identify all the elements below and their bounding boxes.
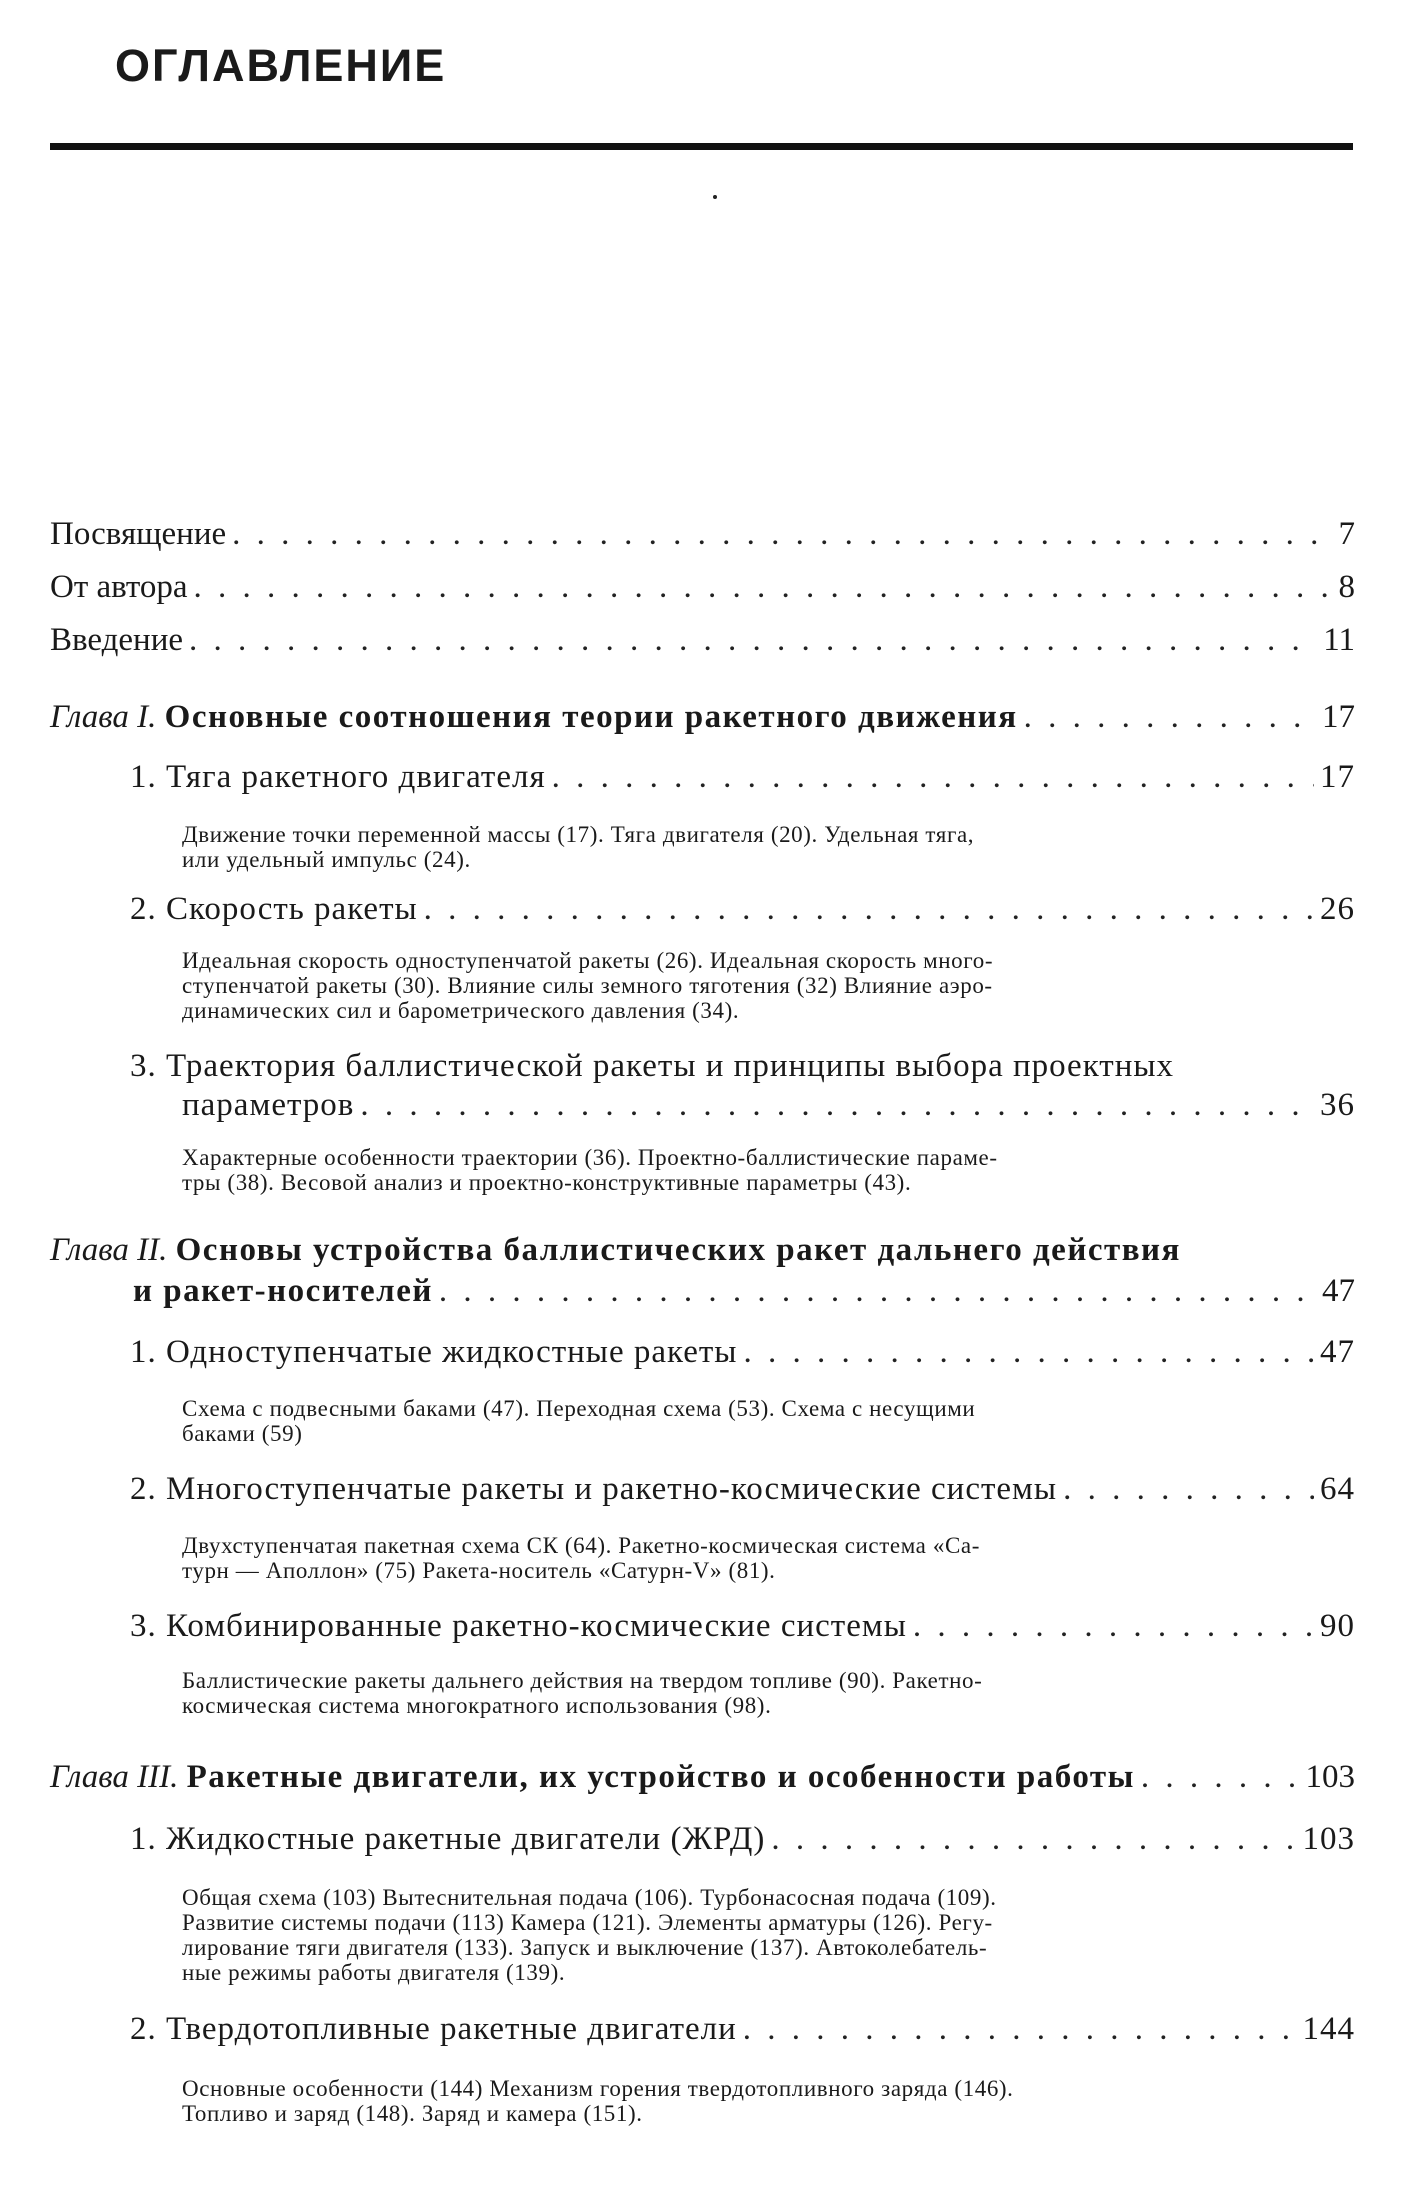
toc-section-2-1[interactable] (130, 1333, 1355, 1371)
chapter-label: Глава I. (50, 699, 157, 735)
section-title: Тяга ракетного двигателя (166, 759, 546, 795)
section-number: 1. (130, 759, 157, 795)
toc-chapter-3[interactable] (50, 1758, 1355, 1796)
dot-leader (1063, 1470, 1314, 1508)
summary-line: Баллистические ракеты дальнего действия на твердом топливе (90). Ракетно- (182, 1668, 983, 1693)
dot-leader (424, 890, 1314, 928)
section-title: Твердотопливные ракетные двигатели (166, 2011, 737, 2047)
dot-leader (439, 1272, 1316, 1310)
summary-line: ные режимы работы двигателя (139). (182, 1960, 566, 1985)
toc-section-2-2[interactable] (130, 1470, 1355, 1508)
summary-line: Топливо и заряд (148). Заряд и камера (151). (182, 2101, 643, 2126)
section-number: 3. (130, 1048, 157, 1084)
dot-leader (552, 758, 1314, 796)
summary-line: Развитие системы подачи (113) Камера (121). Элементы арматуры (126). Регу- (182, 1910, 993, 1935)
toc-section-1-2[interactable] (130, 890, 1355, 928)
section-title: Скорость ракеты (166, 891, 418, 927)
section-title-cont: параметров (182, 1087, 355, 1123)
toc-entry-page: 90 (1320, 1608, 1355, 1644)
dot-leader (232, 515, 1332, 553)
section-title: Многоступенчатые ракеты и ракетно-космические системы (166, 1471, 1058, 1507)
toc-chapter-2[interactable] (50, 1230, 1355, 1270)
section-summary (182, 822, 1297, 872)
toc-entry-page: 103 (1305, 1759, 1355, 1795)
section-summary (182, 1668, 1297, 1718)
toc-entry-page: 103 (1302, 1821, 1355, 1857)
section-number: 2. (130, 1471, 157, 1507)
summary-line: космическая система многократного использования (98). (182, 1693, 772, 1718)
speck (713, 195, 717, 199)
section-summary (182, 948, 1297, 1023)
toc-entry-page: 8 (1338, 569, 1355, 605)
summary-line: Идеальная скорость одноступенчатой ракеты (26). Идеальная скорость много- (182, 948, 994, 973)
summary-line: тры (38). Весовой анализ и проектно-конструктивные параметры (43). (182, 1170, 912, 1195)
toc-section-2-3[interactable] (130, 1607, 1355, 1645)
page-title: ОГЛАВЛЕНИЕ (115, 40, 447, 91)
section-number: 3. (130, 1608, 157, 1644)
section-number: 1. (130, 1334, 157, 1370)
section-title: Жидкостные ракетные двигатели (ЖРД) (166, 1821, 766, 1857)
section-summary (182, 1145, 1297, 1195)
toc-section-3-1[interactable] (130, 1820, 1355, 1858)
dot-leader (743, 2010, 1297, 2048)
chapter-title: Ракетные двигатели, их устройство и особенности работы (186, 1759, 1135, 1795)
summary-line: Характерные особенности траектории (36). Проектно-баллистические параме- (182, 1145, 998, 1170)
summary-line: турн — Аполлон» (75) Ракета-носитель «Сатурн-V» (81). (182, 1558, 776, 1583)
dot-leader (913, 1607, 1314, 1645)
toc-entry-page: 144 (1302, 2011, 1355, 2047)
chapter-title: Основы устройства баллистических ракет дальнего действия (175, 1232, 1181, 1268)
dot-leader (743, 1333, 1314, 1371)
toc-section-1-1[interactable] (130, 758, 1355, 796)
section-number: 1. (130, 1821, 157, 1857)
toc-entry-page: 26 (1320, 891, 1355, 927)
dot-leader (1141, 1758, 1300, 1796)
toc-entry-page: 47 (1322, 1273, 1355, 1309)
toc-entry-title: Введение (50, 622, 184, 658)
toc-section-1-3-cont[interactable] (182, 1086, 1355, 1124)
summary-line: динамических сил и барометрического давления (34). (182, 998, 740, 1023)
toc-entry-title: От автора (50, 569, 188, 605)
summary-line: или удельный импульс (24). (182, 847, 471, 872)
section-title: Одноступенчатые жидкостные ракеты (166, 1334, 738, 1370)
toc-entry-page: 17 (1322, 699, 1355, 735)
toc-entry-from-author[interactable] (50, 568, 1355, 606)
toc-entry-page: 17 (1320, 759, 1355, 795)
section-title: Комбинированные ракетно-космические системы (166, 1608, 907, 1644)
toc-entry-dedication[interactable] (50, 515, 1355, 553)
toc-section-3-2[interactable] (130, 2010, 1355, 2048)
summary-line: баками (59) (182, 1421, 303, 1446)
chapter-title: Основные соотношения теории ракетного движения (164, 699, 1018, 735)
toc-entry-page: 36 (1320, 1087, 1355, 1123)
section-summary (182, 1396, 1297, 1446)
summary-line: Движение точки переменной массы (17). Тяга двигателя (20). Удельная тяга, (182, 822, 975, 847)
toc-entry-page: 11 (1323, 622, 1355, 658)
chapter-label: Глава III. (50, 1759, 179, 1795)
summary-line: ступенчатой ракеты (30). Влияние силы земного тяготения (32) Влияние аэро- (182, 973, 993, 998)
toc-entry-title: Посвящение (50, 516, 227, 552)
chapter-label: Глава II. (50, 1232, 168, 1268)
toc-entry-page: 7 (1338, 516, 1355, 552)
toc-entry-introduction[interactable] (50, 621, 1355, 659)
toc-entry-page: 64 (1320, 1471, 1355, 1507)
section-title: Траектория баллистической ракеты и принципы выбора проектных (166, 1048, 1175, 1084)
dot-leader (360, 1086, 1314, 1124)
section-number: 2. (130, 891, 157, 927)
title-rule (50, 143, 1353, 150)
section-summary (182, 1885, 1297, 1985)
dot-leader (194, 568, 1333, 606)
chapter-title-cont: и ракет-носителей (133, 1273, 433, 1309)
summary-line: лирование тяги двигателя (133). Запуск и выключение (137). Автоколебатель- (182, 1935, 988, 1960)
section-number: 2. (130, 2011, 157, 2047)
toc-chapter-1[interactable] (50, 698, 1355, 736)
dot-leader (189, 621, 1317, 659)
toc-section-1-3[interactable] (130, 1046, 1355, 1086)
dot-leader (1024, 698, 1316, 736)
summary-line: Общая схема (103) Вытеснительная подача (106). Турбонасосная подача (109). (182, 1885, 997, 1910)
toc-entry-page: 47 (1320, 1334, 1355, 1370)
summary-line: Схема с подвесными баками (47). Переходная схема (53). Схема с несущими (182, 1396, 976, 1421)
toc-chapter-2-cont[interactable] (133, 1272, 1355, 1310)
section-summary (182, 2076, 1297, 2126)
section-summary (182, 1533, 1297, 1583)
dot-leader (771, 1820, 1296, 1858)
summary-line: Основные особенности (144) Механизм горения твердотопливного заряда (146). (182, 2076, 1014, 2101)
summary-line: Двухступенчатая пакетная схема СК (64). Ракетно-космическая система «Са- (182, 1533, 980, 1558)
